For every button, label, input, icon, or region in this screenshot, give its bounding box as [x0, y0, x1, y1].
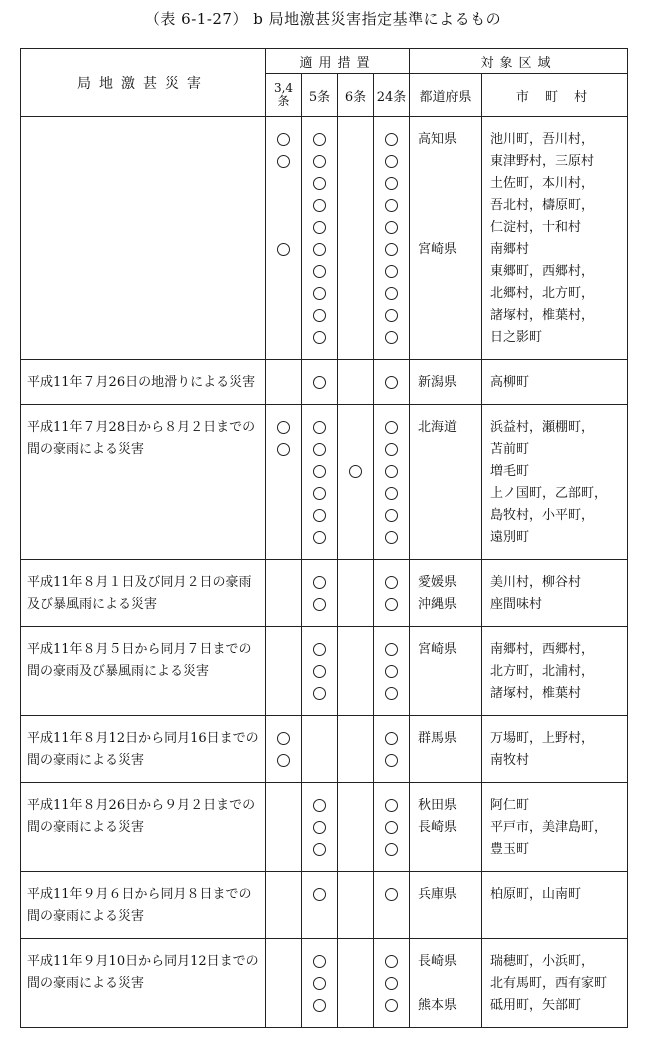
applied-mark: [313, 265, 326, 278]
applied-mark: [313, 999, 326, 1012]
applied-mark: [313, 133, 326, 146]
applied-mark: [313, 465, 326, 478]
prefecture-name: [418, 217, 481, 239]
municipality-cell: [482, 360, 628, 405]
prefecture-name: 高知県: [418, 132, 458, 147]
prefecture-cell: [410, 560, 482, 627]
municipality-name: 平戸市，美津島町，: [490, 820, 608, 835]
applied-mark: [385, 155, 398, 168]
municipality-name: 柏原町，山南町: [490, 887, 582, 902]
applied-mark: [385, 732, 398, 745]
applied-mark: [313, 955, 326, 968]
prefecture-cell: [410, 783, 482, 872]
applied-mark: [313, 155, 326, 168]
applied-mark: [385, 888, 398, 901]
municipality-name: 浜益村，瀬棚町，: [490, 420, 595, 435]
municipality-name: 池川町，吾川村，: [490, 132, 595, 147]
municipality-name: 万場町，上野村，: [490, 731, 595, 746]
disaster-name: 平成11年８月26日から９月２日までの間の豪雨による災害: [21, 783, 266, 872]
municipality-name: 高柳町: [490, 375, 530, 390]
municipality-name: 上ノ国町，乙部町，: [490, 486, 608, 501]
measure-c34-cell: [266, 939, 302, 1028]
applied-mark: [313, 643, 326, 656]
measure-c24-cell: [374, 360, 410, 405]
municipality-name: 増毛町: [490, 464, 530, 479]
prefecture-name: 宮崎県: [418, 642, 458, 657]
applied-mark: [277, 421, 290, 434]
prefecture-name: [418, 973, 481, 995]
header-area: 対象区域: [410, 49, 628, 74]
measure-c34-cell: [266, 872, 302, 939]
municipality-name: 阿仁町: [490, 798, 530, 813]
measure-c5-cell: [302, 783, 338, 872]
applied-mark: [313, 331, 326, 344]
municipality-name: 南牧村: [490, 753, 530, 768]
measure-c5-cell: [302, 872, 338, 939]
prefecture-name: [418, 283, 481, 305]
municipality-cell: [482, 560, 628, 627]
municipality-cell: [482, 872, 628, 939]
prefecture-name: [418, 173, 481, 195]
table-row: [21, 627, 628, 716]
prefecture-name: [418, 527, 481, 549]
measure-c34-cell: [266, 783, 302, 872]
applied-mark: [313, 509, 326, 522]
applied-mark: [349, 465, 362, 478]
applied-mark: [385, 531, 398, 544]
disaster-name: 平成11年８月１日及び同月２日の豪雨及び暴風雨による災害: [21, 560, 266, 627]
prefecture-name: 愛媛県: [418, 575, 458, 590]
measure-c6-cell: [338, 783, 374, 872]
municipality-name: 土佐町，本川村，: [490, 176, 595, 191]
applied-mark: [385, 133, 398, 146]
prefecture-name: 宮崎県: [418, 242, 458, 257]
measure-c6-cell: [338, 716, 374, 783]
applied-mark: [277, 754, 290, 767]
applied-mark: [313, 977, 326, 990]
measure-c24-cell: [374, 405, 410, 560]
prefecture-name: [418, 439, 481, 461]
measure-c24-cell: [374, 872, 410, 939]
prefecture-name: [418, 505, 481, 527]
measure-c5-cell: [302, 627, 338, 716]
table-row: [21, 939, 628, 1028]
disaster-name: 平成11年８月５日から同月７日までの間の豪雨及び暴風雨による災害: [21, 627, 266, 716]
municipality-name: 北郷村，北方町，: [490, 286, 595, 301]
applied-mark: [313, 177, 326, 190]
applied-mark: [313, 799, 326, 812]
applied-mark: [385, 331, 398, 344]
measure-c24-cell: [374, 783, 410, 872]
applied-mark: [313, 421, 326, 434]
municipality-cell: [482, 716, 628, 783]
measure-c5-cell: [302, 716, 338, 783]
prefecture-cell: [410, 716, 482, 783]
applied-mark: [313, 376, 326, 389]
municipality-name: 諸塚村，椎葉村，: [490, 308, 595, 323]
header-measures: 適用措置: [266, 49, 410, 74]
municipality-name: 東津野村，三原村: [490, 154, 595, 169]
applied-mark: [385, 376, 398, 389]
measure-c34-cell: [266, 405, 302, 560]
municipality-name: 島牧村，小平町，: [490, 508, 595, 523]
measure-c5-cell: [302, 560, 338, 627]
applied-mark: [385, 843, 398, 856]
disaster-name: 平成11年９月６日から同月８日までの間の豪雨による災害: [21, 872, 266, 939]
table-row: [21, 783, 628, 872]
applied-mark: [385, 754, 398, 767]
applied-mark: [313, 243, 326, 256]
applied-mark: [385, 576, 398, 589]
municipality-name: 瑞穂町，小浜町，: [490, 954, 595, 969]
measure-c6-cell: [338, 405, 374, 560]
applied-mark: [385, 509, 398, 522]
measure-c34-cell: [266, 117, 302, 360]
applied-mark: [385, 243, 398, 256]
prefecture-cell: [410, 405, 482, 560]
measure-c34-cell: [266, 716, 302, 783]
municipality-name: 東郷町，西郷村，: [490, 264, 595, 279]
prefecture-cell: [410, 117, 482, 360]
applied-mark: [385, 421, 398, 434]
applied-mark: [313, 843, 326, 856]
municipality-name: 日之影町: [490, 330, 543, 345]
applied-mark: [277, 133, 290, 146]
applied-mark: [313, 199, 326, 212]
table-row: [21, 872, 628, 939]
prefecture-name: [418, 483, 481, 505]
measure-c6-cell: [338, 117, 374, 360]
municipality-cell: [482, 117, 628, 360]
applied-mark: [277, 155, 290, 168]
table-caption: （表 6-1-27） b 局地激甚災害指定基準によるもの: [144, 10, 502, 28]
prefecture-name: [418, 305, 481, 327]
measure-c6-cell: [338, 360, 374, 405]
prefecture-name: 秋田県: [418, 798, 458, 813]
applied-mark: [385, 687, 398, 700]
measure-c6-cell: [338, 560, 374, 627]
prefecture-name: [418, 261, 481, 283]
applied-mark: [313, 576, 326, 589]
municipality-name: 仁淀村，十和村: [490, 220, 582, 235]
measure-c5-cell: [302, 405, 338, 560]
prefecture-name: 沖縄県: [418, 597, 458, 612]
municipality-name: 南郷村: [490, 242, 530, 257]
prefecture-cell: [410, 939, 482, 1028]
municipality-name: 吾北村，檮原町，: [490, 198, 595, 213]
measure-c6-cell: [338, 627, 374, 716]
applied-mark: [385, 665, 398, 678]
applied-mark: [385, 199, 398, 212]
applied-mark: [385, 977, 398, 990]
disaster-name: 平成11年７月26日の地滑りによる災害: [21, 360, 266, 405]
municipality-cell: [482, 939, 628, 1028]
applied-mark: [313, 221, 326, 234]
applied-mark: [277, 243, 290, 256]
disaster-table: [20, 48, 628, 1028]
applied-mark: [313, 687, 326, 700]
applied-mark: [385, 955, 398, 968]
municipality-name: 砥用町，矢部町: [490, 998, 582, 1013]
applied-mark: [313, 443, 326, 456]
prefecture-name: 新潟県: [418, 375, 458, 390]
municipality-name: 北方町，北浦村，: [490, 664, 595, 679]
applied-mark: [313, 309, 326, 322]
disaster-name: 平成11年７月28日から８月２日までの間の豪雨による災害: [21, 405, 266, 560]
table-row: [21, 560, 628, 627]
prefecture-name: 兵庫県: [418, 887, 458, 902]
applied-mark: [385, 799, 398, 812]
municipality-cell: [482, 627, 628, 716]
prefecture-name: 長崎県: [418, 954, 458, 969]
table-row: [21, 716, 628, 783]
measure-c34-cell: [266, 560, 302, 627]
header-article-5: 5条: [302, 74, 338, 117]
measure-c34-cell: [266, 627, 302, 716]
measure-c24-cell: [374, 627, 410, 716]
prefecture-name: 群馬県: [418, 731, 458, 746]
municipality-name: 豊玉町: [490, 842, 530, 857]
header-prefecture: 都道府県: [410, 74, 482, 117]
applied-mark: [385, 598, 398, 611]
applied-mark: [385, 465, 398, 478]
measure-c5-cell: [302, 117, 338, 360]
header-article-6: 6条: [338, 74, 374, 117]
applied-mark: [385, 177, 398, 190]
prefecture-name: [418, 151, 481, 173]
applied-mark: [313, 665, 326, 678]
prefecture-name: 熊本県: [418, 998, 458, 1013]
disaster-name: 平成11年９月10日から同月12日までの間の豪雨による災害: [21, 939, 266, 1028]
prefecture-name: [418, 683, 481, 705]
header-article-24: 24条: [374, 74, 410, 117]
table-row: [21, 405, 628, 560]
measure-c6-cell: [338, 872, 374, 939]
applied-mark: [313, 598, 326, 611]
prefecture-name: [418, 195, 481, 217]
municipality-name: 遠別町: [490, 530, 530, 545]
municipality-name: 苫前町: [490, 442, 530, 457]
applied-mark: [385, 999, 398, 1012]
municipality-name: 諸塚村，椎葉村: [490, 686, 582, 701]
disaster-name: 平成11年８月12日から同月16日までの間の豪雨による災害: [21, 716, 266, 783]
prefecture-name: [418, 839, 481, 861]
prefecture-cell: [410, 627, 482, 716]
applied-mark: [277, 732, 290, 745]
measure-c24-cell: [374, 560, 410, 627]
applied-mark: [385, 487, 398, 500]
prefecture-cell: [410, 872, 482, 939]
applied-mark: [277, 443, 290, 456]
municipality-name: 北有馬町，西有家町: [490, 976, 608, 991]
applied-mark: [385, 643, 398, 656]
municipality-name: 美川村，柳谷村: [490, 575, 582, 590]
municipality-cell: [482, 405, 628, 560]
applied-mark: [313, 821, 326, 834]
disaster-name: [21, 117, 266, 360]
municipality-cell: [482, 783, 628, 872]
prefecture-name: 長崎県: [418, 820, 458, 835]
applied-mark: [385, 265, 398, 278]
measure-c5-cell: [302, 360, 338, 405]
applied-mark: [313, 888, 326, 901]
prefecture-name: 北海道: [418, 420, 458, 435]
header-disaster: 局地激甚災害: [21, 49, 266, 117]
prefecture-name: [418, 461, 481, 483]
applied-mark: [313, 531, 326, 544]
measure-c24-cell: [374, 716, 410, 783]
applied-mark: [385, 221, 398, 234]
prefecture-cell: [410, 360, 482, 405]
prefecture-name: [418, 750, 481, 772]
applied-mark: [313, 287, 326, 300]
applied-mark: [385, 287, 398, 300]
measure-c34-cell: [266, 360, 302, 405]
applied-mark: [313, 487, 326, 500]
measure-c6-cell: [338, 939, 374, 1028]
applied-mark: [385, 443, 398, 456]
applied-mark: [385, 821, 398, 834]
header-municipality: 市 町 村: [482, 74, 628, 117]
prefecture-name: [418, 327, 481, 349]
measure-c5-cell: [302, 939, 338, 1028]
municipality-name: 南郷村，西郷村，: [490, 642, 595, 657]
measure-c24-cell: [374, 939, 410, 1028]
measure-c24-cell: [374, 117, 410, 360]
header-article-3-4: 3,4 条: [266, 74, 302, 117]
municipality-name: 座間味村: [490, 597, 543, 612]
table-row: [21, 360, 628, 405]
prefecture-name: [418, 661, 481, 683]
table-row: [21, 117, 628, 360]
applied-mark: [385, 309, 398, 322]
